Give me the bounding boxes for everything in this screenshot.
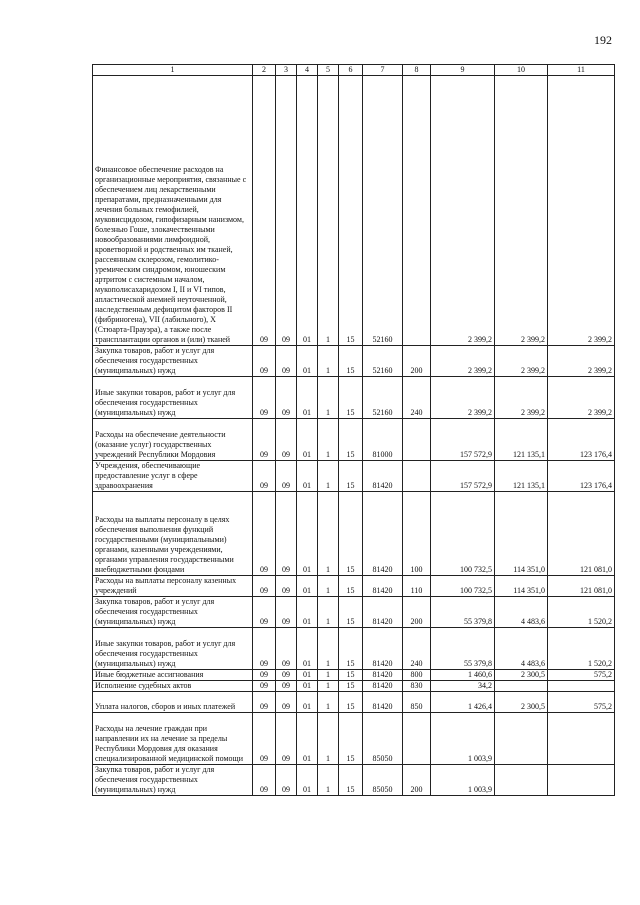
row-description: Учреждения, обеспечивающие предоставление услуг в сфере здравоохранения (93, 461, 253, 492)
code-cell: 09 (276, 765, 297, 796)
table-row (93, 713, 615, 765)
code-cell: 110 (403, 576, 431, 597)
code-cell: 09 (253, 576, 276, 597)
amount-cell: 121 135,1 (495, 461, 548, 492)
code-cell: 15 (339, 692, 363, 713)
code-cell: 09 (253, 681, 276, 692)
amount-cell: 100 732,5 (431, 492, 495, 576)
code-cell: 09 (276, 681, 297, 692)
code-cell: 01 (297, 628, 318, 670)
amount-cell: 2 399,2 (495, 76, 548, 346)
code-cell: 81420 (363, 597, 403, 628)
code-cell: 01 (297, 670, 318, 681)
amount-cell: 157 572,9 (431, 419, 495, 461)
amount-cell (495, 765, 548, 796)
amount-cell: 2 300,5 (495, 692, 548, 713)
code-cell: 1 (318, 76, 339, 346)
amount-cell: 575,2 (548, 692, 615, 713)
table-row (93, 346, 615, 377)
table-row (93, 419, 615, 461)
column-header: 8 (403, 65, 431, 76)
code-cell: 15 (339, 576, 363, 597)
table-row (93, 670, 615, 681)
code-cell: 09 (253, 713, 276, 765)
code-cell: 1 (318, 492, 339, 576)
code-cell: 09 (253, 461, 276, 492)
code-cell: 01 (297, 76, 318, 346)
amount-cell: 55 379,8 (431, 597, 495, 628)
code-cell: 81420 (363, 681, 403, 692)
amount-cell (548, 765, 615, 796)
column-header: 5 (318, 65, 339, 76)
row-description: Иные бюджетные ассигнования (93, 670, 253, 681)
code-cell: 01 (297, 692, 318, 713)
code-cell: 09 (276, 597, 297, 628)
column-header: 3 (276, 65, 297, 76)
code-cell: 1 (318, 681, 339, 692)
row-description: Расходы на выплаты персоналу в целях обеспечения выполнения функций государственными (муниципальными) органами, казенными учреждениями, органами управления государственными внебюджетными фондами (93, 492, 253, 576)
code-cell: 09 (276, 692, 297, 713)
code-cell: 15 (339, 713, 363, 765)
code-cell: 15 (339, 346, 363, 377)
code-cell: 1 (318, 461, 339, 492)
table-row (93, 492, 615, 576)
row-description: Уплата налогов, сборов и иных платежей (93, 692, 253, 713)
code-cell (403, 461, 431, 492)
code-cell: 85050 (363, 713, 403, 765)
table-row (93, 377, 615, 419)
table-row (93, 692, 615, 713)
row-description: Финансовое обеспечение расходов на организационные мероприятия, связанные с обеспечением лиц лекарственными препаратами, предназначенными для лечения больных гемофилией, муковисцидозом, гипофизарным нанизмом, болезнью Гоше, злокачественными новообразованиями лимфоидной, кроветворной и родственных им тканей, рассеянным склерозом, гемолитико-уремическим синдромом, юношеским артритом с системным началом, мукополисахаридозом I, II и VI типов, апластической анемией неуточненной, наследственным дефицитом факторов II (фибриногена), VII (лабильного), X (Стюарта-Прауэра), а также после трансплантации органов и (или) тканей (93, 76, 253, 346)
code-cell: 09 (276, 628, 297, 670)
code-cell: 09 (253, 76, 276, 346)
amount-cell: 2 399,2 (495, 346, 548, 377)
code-cell: 800 (403, 670, 431, 681)
amount-cell (548, 681, 615, 692)
amount-cell (495, 681, 548, 692)
amount-cell: 121 081,0 (548, 576, 615, 597)
code-cell: 1 (318, 670, 339, 681)
amount-cell: 1 520,2 (548, 597, 615, 628)
code-cell: 200 (403, 346, 431, 377)
column-header: 1 (93, 65, 253, 76)
column-number-row (93, 65, 615, 76)
code-cell: 09 (276, 492, 297, 576)
amount-cell: 157 572,9 (431, 461, 495, 492)
code-cell: 81420 (363, 628, 403, 670)
amount-cell: 2 399,2 (548, 76, 615, 346)
code-cell: 01 (297, 576, 318, 597)
code-cell: 1 (318, 713, 339, 765)
table-row (93, 628, 615, 670)
row-description: Расходы на лечение граждан при направлении их на лечение за пределы Республики Мордовия для оказания специализированной медицинской помощи (93, 713, 253, 765)
code-cell: 830 (403, 681, 431, 692)
table-row (93, 76, 615, 346)
code-cell: 09 (276, 346, 297, 377)
column-header: 11 (548, 65, 615, 76)
code-cell: 01 (297, 346, 318, 377)
code-cell: 1 (318, 419, 339, 461)
amount-cell: 121 081,0 (548, 492, 615, 576)
row-description: Закупка товаров, работ и услуг для обеспечения государственных (муниципальных) нужд (93, 765, 253, 796)
code-cell: 01 (297, 597, 318, 628)
code-cell: 15 (339, 628, 363, 670)
column-header: 2 (253, 65, 276, 76)
code-cell: 52160 (363, 377, 403, 419)
amount-cell: 1 426,4 (431, 692, 495, 713)
code-cell: 100 (403, 492, 431, 576)
row-description: Иные закупки товаров, работ и услуг для обеспечения государственных (муниципальных) нужд (93, 628, 253, 670)
code-cell: 52160 (363, 346, 403, 377)
amount-cell: 114 351,0 (495, 576, 548, 597)
code-cell: 81000 (363, 419, 403, 461)
amount-cell: 114 351,0 (495, 492, 548, 576)
code-cell: 52160 (363, 76, 403, 346)
amount-cell: 1 460,6 (431, 670, 495, 681)
row-description: Иные закупки товаров, работ и услуг для обеспечения государственных (муниципальных) нужд (93, 377, 253, 419)
code-cell: 1 (318, 765, 339, 796)
code-cell: 1 (318, 628, 339, 670)
code-cell: 81420 (363, 492, 403, 576)
code-cell: 15 (339, 681, 363, 692)
row-description: Исполнение судебных актов (93, 681, 253, 692)
amount-cell: 4 483,6 (495, 597, 548, 628)
code-cell (403, 713, 431, 765)
code-cell: 09 (253, 628, 276, 670)
amount-cell: 575,2 (548, 670, 615, 681)
code-cell: 1 (318, 377, 339, 419)
code-cell: 09 (276, 576, 297, 597)
amount-cell: 121 135,1 (495, 419, 548, 461)
amount-cell: 34,2 (431, 681, 495, 692)
code-cell: 15 (339, 492, 363, 576)
amount-cell: 2 300,5 (495, 670, 548, 681)
amount-cell: 1 003,9 (431, 713, 495, 765)
code-cell: 15 (339, 670, 363, 681)
column-header: 10 (495, 65, 548, 76)
amount-cell (548, 713, 615, 765)
table-row (93, 576, 615, 597)
amount-cell: 4 483,6 (495, 628, 548, 670)
code-cell: 850 (403, 692, 431, 713)
code-cell: 09 (276, 377, 297, 419)
code-cell: 09 (276, 461, 297, 492)
row-description: Закупка товаров, работ и услуг для обеспечения государственных (муниципальных) нужд (93, 346, 253, 377)
code-cell: 01 (297, 461, 318, 492)
code-cell: 09 (253, 765, 276, 796)
amount-cell: 2 399,2 (548, 346, 615, 377)
code-cell: 81420 (363, 670, 403, 681)
code-cell: 240 (403, 377, 431, 419)
column-header: 7 (363, 65, 403, 76)
code-cell: 09 (276, 713, 297, 765)
code-cell: 1 (318, 346, 339, 377)
code-cell: 01 (297, 765, 318, 796)
code-cell: 09 (253, 419, 276, 461)
amount-cell: 2 399,2 (548, 377, 615, 419)
code-cell: 09 (276, 419, 297, 461)
budget-table (92, 64, 615, 796)
code-cell: 09 (253, 377, 276, 419)
code-cell: 09 (253, 492, 276, 576)
code-cell: 81420 (363, 576, 403, 597)
code-cell: 15 (339, 419, 363, 461)
code-cell: 1 (318, 597, 339, 628)
code-cell: 81420 (363, 692, 403, 713)
code-cell: 15 (339, 377, 363, 419)
code-cell: 1 (318, 576, 339, 597)
row-description: Расходы на обеспечение деятельности (оказание услуг) государственных учреждений Республики Мордовия (93, 419, 253, 461)
table-row (93, 461, 615, 492)
table-row (93, 597, 615, 628)
code-cell: 240 (403, 628, 431, 670)
code-cell: 09 (253, 692, 276, 713)
column-header: 4 (297, 65, 318, 76)
code-cell: 01 (297, 492, 318, 576)
code-cell: 15 (339, 597, 363, 628)
code-cell: 09 (253, 670, 276, 681)
amount-cell: 123 176,4 (548, 419, 615, 461)
amount-cell (495, 713, 548, 765)
code-cell: 01 (297, 713, 318, 765)
row-description: Закупка товаров, работ и услуг для обеспечения государственных (муниципальных) нужд (93, 597, 253, 628)
code-cell: 85050 (363, 765, 403, 796)
page-number: 192 (594, 33, 612, 47)
code-cell: 09 (276, 670, 297, 681)
table-row (93, 765, 615, 796)
amount-cell: 100 732,5 (431, 576, 495, 597)
column-header: 9 (431, 65, 495, 76)
table-row (93, 681, 615, 692)
code-cell: 01 (297, 377, 318, 419)
amount-cell: 2 399,2 (431, 377, 495, 419)
code-cell: 01 (297, 681, 318, 692)
amount-cell: 1 520,2 (548, 628, 615, 670)
amount-cell: 2 399,2 (495, 377, 548, 419)
code-cell: 200 (403, 765, 431, 796)
code-cell: 15 (339, 765, 363, 796)
code-cell: 81420 (363, 461, 403, 492)
code-cell: 09 (253, 597, 276, 628)
code-cell: 200 (403, 597, 431, 628)
code-cell: 15 (339, 461, 363, 492)
row-description: Расходы на выплаты персоналу казенных учреждений (93, 576, 253, 597)
code-cell (403, 76, 431, 346)
code-cell: 01 (297, 419, 318, 461)
code-cell: 1 (318, 692, 339, 713)
code-cell: 09 (276, 76, 297, 346)
amount-cell: 123 176,4 (548, 461, 615, 492)
amount-cell: 2 399,2 (431, 346, 495, 377)
column-header: 6 (339, 65, 363, 76)
amount-cell: 2 399,2 (431, 76, 495, 346)
code-cell (403, 419, 431, 461)
amount-cell: 55 379,8 (431, 628, 495, 670)
code-cell: 09 (253, 346, 276, 377)
code-cell: 15 (339, 76, 363, 346)
amount-cell: 1 003,9 (431, 765, 495, 796)
